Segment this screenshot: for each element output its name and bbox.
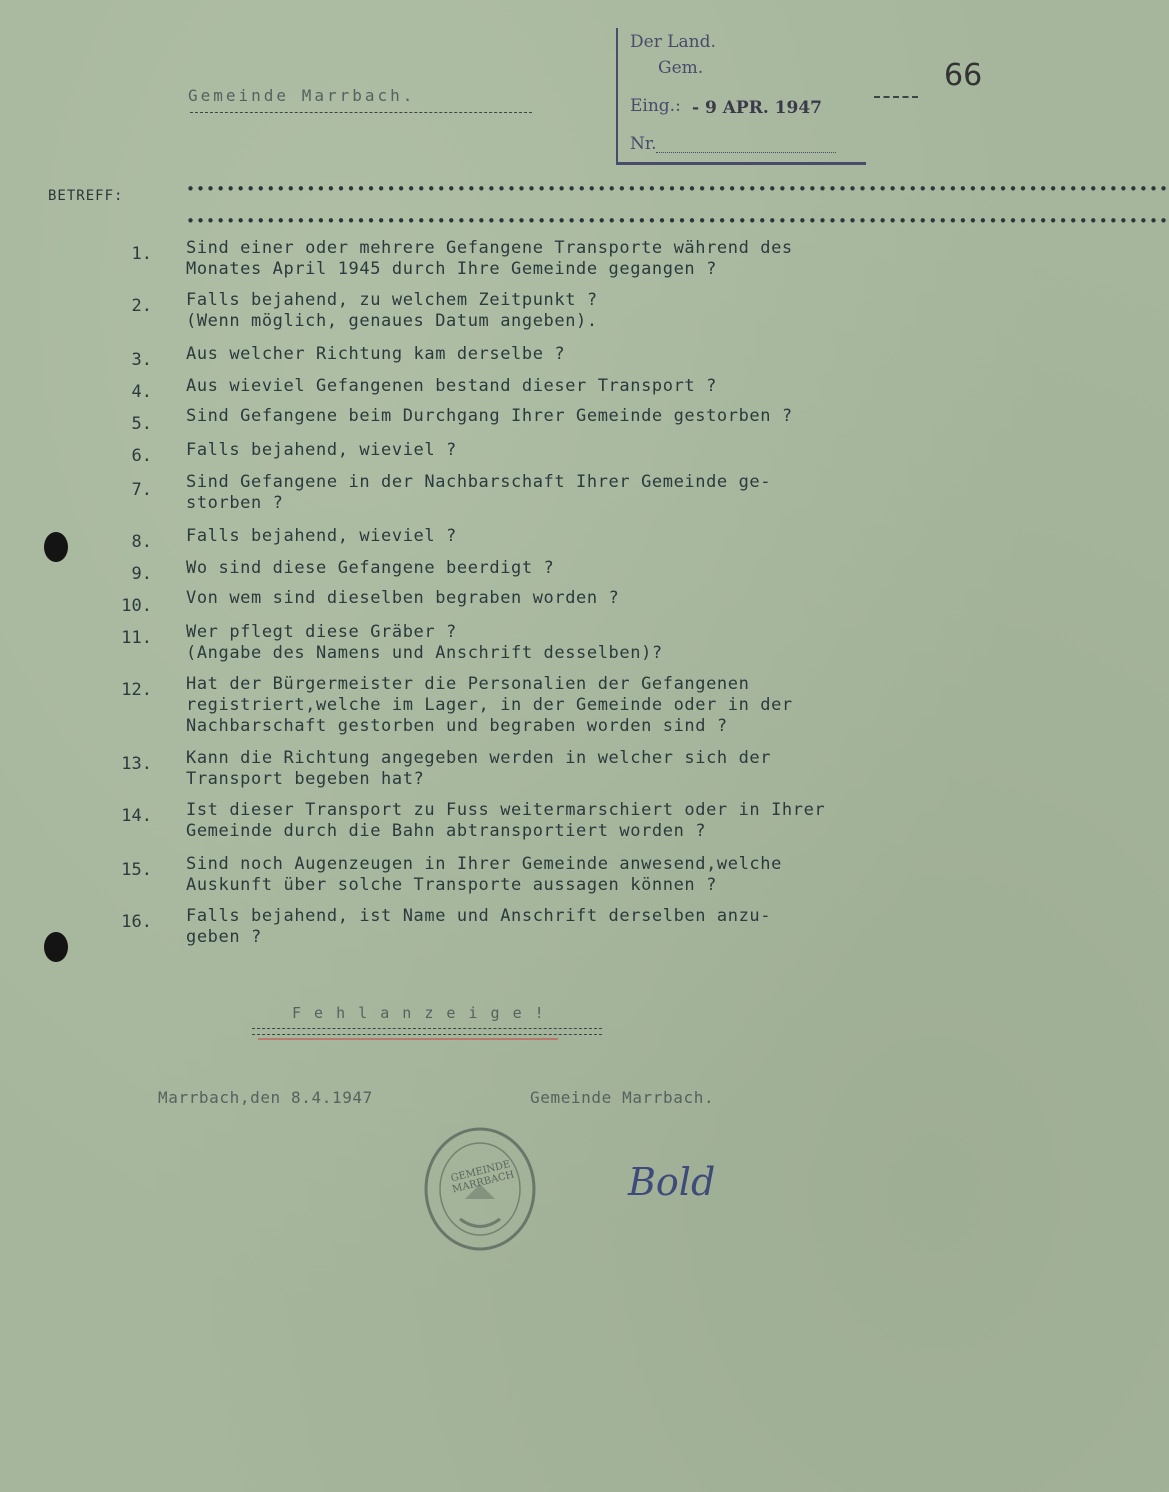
question-text: Wo sind diese Gefangene beerdigt ?: [186, 558, 555, 578]
question-number: 12.: [121, 680, 152, 700]
question-number: 14.: [121, 806, 152, 826]
punch-hole-bottom: [44, 932, 68, 962]
municipality-header: Gemeinde Marrbach.: [188, 86, 416, 105]
question-text: Falls bejahend, ist Name und Anschrift derselben anzu- geben ?: [186, 906, 772, 947]
question-number: 1.: [131, 244, 152, 264]
question-number: 5.: [131, 414, 152, 434]
question-number: 6.: [131, 446, 152, 466]
subject-dotted-line-2: ••••••••••••••••••••••••••••••••••••••••••••••••••••••••••••••••••••••••••••••••••••••••••••••••••: [186, 212, 1169, 230]
question-text: Von wem sind dieselben begraben worden ?: [186, 588, 620, 608]
question-text: Falls bejahend, zu welchem Zeitpunkt ? (Wenn möglich, genaues Datum angeben).: [186, 290, 598, 331]
page-number: 66: [944, 58, 983, 93]
response-double-underline: [252, 1028, 602, 1035]
official-seal: [420, 1124, 540, 1254]
question-number: 2.: [131, 296, 152, 316]
response-text: F e h l a n z e i g e !: [292, 1004, 546, 1022]
question-number: 4.: [131, 382, 152, 402]
question-number: 7.: [131, 480, 152, 500]
stamp-number-line: [656, 152, 836, 153]
question-text: Sind noch Augenzeugen in Ihrer Gemeinde anwesend,welche Auskunft über solche Transporte aussagen können ?: [186, 854, 782, 895]
question-text: Hat der Bürgermeister die Personalien der Gefangenen registriert,welche im Lager, in der Gemeinde oder in der Nachbarschaft gestorben und begraben worden sind ?: [186, 674, 793, 736]
header-dashes-right: [874, 96, 918, 98]
question-number: 13.: [121, 754, 152, 774]
seal-text: GEMEINDE MARRBACH: [449, 1158, 516, 1196]
stamp-received-label: Eing.:: [630, 96, 681, 116]
question-number: 3.: [131, 350, 152, 370]
response-red-underline: [258, 1038, 558, 1040]
question-text: Aus wieviel Gefangenen bestand dieser Transport ?: [186, 376, 717, 396]
question-text: Falls bejahend, wieviel ?: [186, 440, 457, 460]
question-text: Aus welcher Richtung kam derselbe ?: [186, 344, 566, 364]
stamp-line-2: Gem.: [658, 58, 704, 78]
question-number: 15.: [121, 860, 152, 880]
stamp-received-date: - 9 APR. 1947: [692, 98, 822, 118]
punch-hole-top: [44, 532, 68, 562]
signature: Bold: [628, 1160, 716, 1204]
question-text: Sind Gefangene beim Durchgang Ihrer Gemeinde gestorben ?: [186, 406, 793, 426]
question-number: 8.: [131, 532, 152, 552]
question-text: Sind einer oder mehrere Gefangene Transporte während des Monates April 1945 durch Ihre Gemeinde gegangen ?: [186, 238, 793, 279]
question-text: Sind Gefangene in der Nachbarschaft Ihrer Gemeinde ge- storben ?: [186, 472, 772, 513]
question-text: Wer pflegt diese Gräber ? (Angabe des Namens und Anschrift desselben)?: [186, 622, 663, 663]
subject-label: BETREFF:: [48, 188, 124, 204]
place-date: Marrbach,den 8.4.1947: [158, 1088, 373, 1107]
subject-dotted-line-1: ••••••••••••••••••••••••••••••••••••••••••••••••••••••••••••••••••••••••••••••••••••••••••••••••••: [186, 180, 1169, 198]
question-number: 9.: [131, 564, 152, 584]
office-name: Gemeinde Marrbach.: [530, 1088, 715, 1107]
question-text: Ist dieser Transport zu Fuss weitermarschiert oder in Ihrer Gemeinde durch die Bahn abtransportiert worden ?: [186, 800, 826, 841]
stamp-number-label: Nr.: [630, 134, 657, 154]
header-underline: [190, 112, 532, 113]
question-text: Kann die Richtung angegeben werden in welcher sich der Transport begeben hat?: [186, 748, 772, 789]
stamp-line-1: Der Land.: [630, 32, 716, 52]
question-text: Falls bejahend, wieviel ?: [186, 526, 457, 546]
question-number: 16.: [121, 912, 152, 932]
question-number: 11.: [121, 628, 152, 648]
received-stamp: [616, 28, 866, 165]
question-number: 10.: [121, 596, 152, 616]
